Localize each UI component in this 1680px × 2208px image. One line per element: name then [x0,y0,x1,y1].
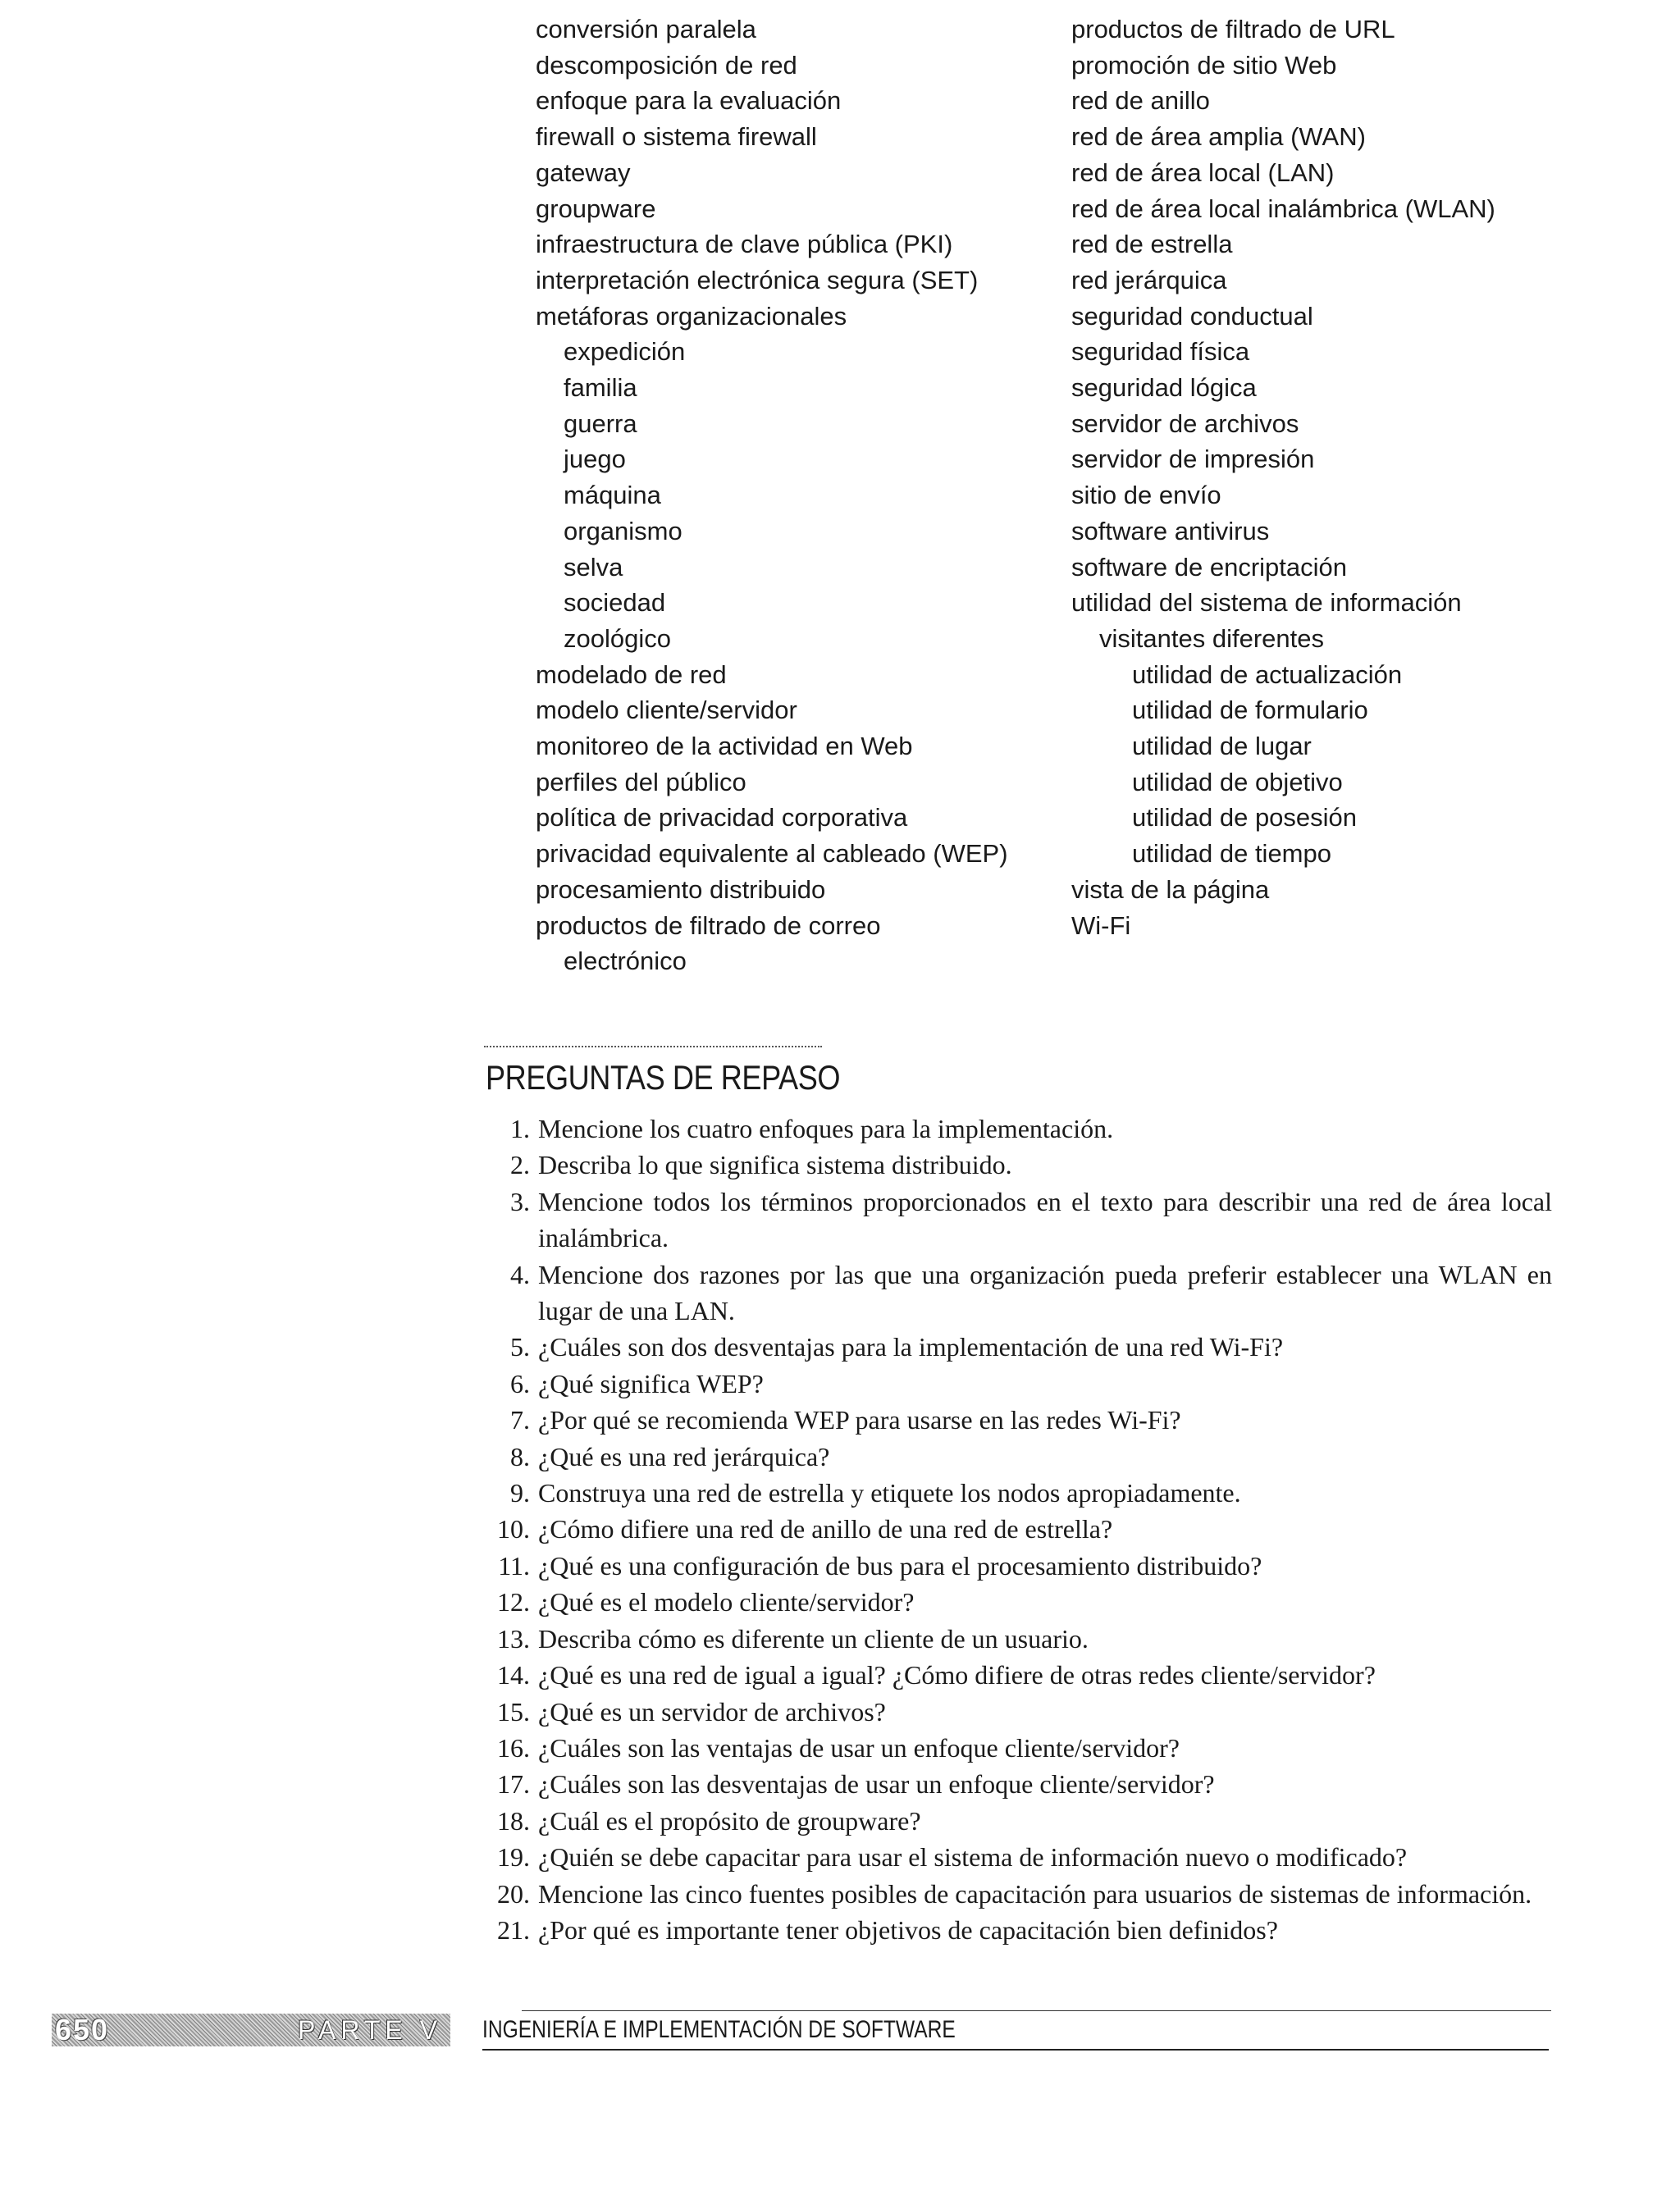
question-text: ¿Qué significa WEP? [538,1368,764,1398]
question-number: 3. [510,1186,530,1216]
term-entry: productos de filtrado de URL [1071,15,1395,43]
review-question [486,1184,1552,1257]
question-number: 13. [497,1623,530,1654]
term-entry: servidor de impresión [1071,445,1315,474]
term-entry: red de anillo [1071,86,1210,116]
question-number: 2. [510,1150,530,1180]
term-subentry: utilidad de posesión [1132,803,1358,833]
question-text: ¿Qué es un servidor de archivos? [538,1696,886,1727]
term-entry: política de privacidad corporativa [536,803,908,833]
review-question [486,1548,1552,1584]
question-number: 15. [497,1696,530,1727]
footer-bottom-rule [482,2049,1549,2051]
term-subentry: sociedad [564,588,666,618]
term-subentry: máquina [564,481,661,510]
term-entry: procesamiento distribuido [536,874,826,904]
term-entry: productos de filtrado de correo [536,910,881,940]
review-question [486,1257,1552,1330]
term-subentry: utilidad de formulario [1132,696,1368,725]
footer-top-rule [522,2010,1551,2011]
term-subentry: expedición [564,337,686,367]
review-question [486,1876,1552,1912]
question-number: 8. [510,1441,530,1471]
question-text: ¿Cómo difiere una red de anillo de una red de estrella? [538,1514,1113,1544]
question-number: 16. [497,1732,530,1763]
term-entry: privacidad equivalente al cableado (WEP) [536,839,1008,869]
review-question [486,1111,1552,1147]
question-number: 20. [497,1878,530,1909]
review-question [486,1147,1552,1183]
term-entry: red de estrella [1071,230,1233,259]
term-entry: perfiles del público [536,767,746,796]
question-text: ¿Cuáles son las desventajas de usar un enfoque cliente/servidor? [538,1769,1215,1800]
footer-band [52,2014,450,2046]
term-entry: descomposición de red [536,50,797,80]
term-entry: seguridad física [1071,337,1250,367]
question-text: ¿Qué es una red de igual a igual? ¿Cómo difiere de otras redes cliente/servidor? [538,1660,1376,1690]
term-entry: metáforas organizacionales [536,301,847,331]
question-number: 21. [497,1914,530,1945]
term-entry: seguridad lógica [1071,373,1257,403]
section-title: PREGUNTAS DE REPASO [486,1058,841,1097]
term-entry: groupware [536,194,656,223]
term-entry: gateway [536,157,631,187]
term-entry: infraestructura de clave pública (PKI) [536,230,953,259]
question-number: 12. [497,1587,530,1617]
page-number: 650 [55,2014,110,2046]
review-question [486,1730,1552,1766]
question-number: 7. [510,1405,530,1435]
term-entry: software antivirus [1071,516,1270,545]
term-entry: red de área local inalámbrica (WLAN) [1071,194,1495,223]
term-entry: red jerárquica [1071,265,1227,294]
term-subentry: electrónico [564,947,687,976]
term-subentry: zoológico [564,623,671,653]
review-question [486,1912,1552,1948]
term-subentry: guerra [564,408,637,438]
term-entry: enfoque para la evaluación [536,86,842,116]
question-number: 14. [497,1660,530,1690]
review-question [486,1803,1552,1839]
question-number: 4. [510,1259,530,1289]
term-entry: utilidad del sistema de información [1071,588,1462,618]
question-number: 6. [510,1368,530,1398]
term-entry: conversión paralela [536,15,756,43]
running-footer-title: INGENIERÍA E IMPLEMENTACIÓN DE SOFTWARE [482,2016,956,2043]
key-terms-left-column [536,11,1008,979]
question-text: ¿Qué es una red jerárquica? [538,1441,830,1471]
term-entry: Wi-Fi [1071,910,1131,940]
question-text: ¿Quién se debe capacitar para usar el sistema de información nuevo o modificado? [538,1842,1408,1873]
term-entry: promoción de sitio Web [1071,50,1337,80]
question-text: Mencione las cinco fuentes posibles de capacitación para usuarios de sistemas de información. [538,1878,1532,1909]
term-entry: vista de la página [1071,874,1270,904]
term-entry: red de área amplia (WAN) [1071,122,1366,152]
term-subentry: selva [564,552,623,582]
term-entry: modelo cliente/servidor [536,696,797,725]
term-subentry: utilidad de actualización [1132,659,1403,689]
question-number: 17. [497,1769,530,1800]
review-question [486,1657,1552,1693]
review-question [486,1766,1552,1802]
review-question [486,1439,1552,1475]
term-subentry: juego [564,445,626,474]
term-subentry: visitantes diferentes [1099,623,1324,653]
term-entry: interpretación electrónica segura (SET) [536,265,979,294]
question-number: 9. [510,1478,530,1508]
question-number: 5. [510,1332,530,1362]
question-text: Construya una red de estrella y etiquete los nodos apropiadamente. [538,1478,1241,1508]
term-subentry: organismo [564,516,682,545]
review-question [486,1366,1552,1402]
question-text: ¿Cuáles son las ventajas de usar un enfoque cliente/servidor? [538,1732,1180,1763]
term-subentry: utilidad de objetivo [1132,767,1343,796]
question-text: ¿Por qué es importante tener objetivos de capacitación bien definidos? [538,1914,1278,1945]
term-entry: sitio de envío [1071,481,1221,510]
question-number: 11. [498,1550,530,1581]
review-question [486,1694,1552,1730]
key-terms-right-column [1071,11,1495,943]
question-text: ¿Qué es una configuración de bus para el procesamiento distribuido? [538,1550,1262,1581]
review-question [486,1584,1552,1620]
term-entry: servidor de archivos [1071,408,1299,438]
term-entry: software de encriptación [1071,552,1348,582]
question-number: 1. [510,1114,530,1143]
review-question [486,1511,1552,1547]
review-question [486,1839,1552,1875]
question-text: Describa lo que significa sistema distribuido. [538,1150,1012,1180]
question-text: Mencione dos razones por las que una organización pueda preferir establecer una WLAN en lugar de una LAN. [538,1259,1552,1326]
question-text: Mencione todos los términos proporcionados en el texto para describir una red de área local inalámbrica. [538,1186,1552,1253]
review-question [486,1329,1552,1365]
question-text: ¿Qué es el modelo cliente/servidor? [538,1587,915,1617]
question-text: ¿Cuál es el propósito de groupware? [538,1805,921,1836]
term-entry: firewall o sistema firewall [536,122,817,152]
question-number: 10. [497,1514,530,1544]
review-question [486,1402,1552,1438]
term-entry: red de área local (LAN) [1071,157,1335,187]
term-subentry: utilidad de tiempo [1132,839,1331,869]
term-entry: seguridad conductual [1071,301,1313,331]
review-question [486,1475,1552,1511]
review-question [486,1621,1552,1657]
term-entry: monitoreo de la actividad en Web [536,732,913,761]
section-divider [484,1046,822,1047]
question-number: 19. [497,1842,530,1873]
part-label: PARTE V [298,2015,442,2045]
term-subentry: utilidad de lugar [1132,732,1312,761]
question-text: Mencione los cuatro enfoques para la implementación. [538,1114,1114,1143]
term-subentry: familia [564,373,637,403]
question-text: ¿Por qué se recomienda WEP para usarse en las redes Wi-Fi? [538,1405,1181,1435]
question-text: Describa cómo es diferente un cliente de un usuario. [538,1623,1089,1654]
review-questions-list [486,1111,1552,1948]
question-number: 18. [497,1805,530,1836]
question-text: ¿Cuáles son dos desventajas para la implementación de una red Wi-Fi? [538,1332,1284,1362]
term-entry: modelado de red [536,659,727,689]
